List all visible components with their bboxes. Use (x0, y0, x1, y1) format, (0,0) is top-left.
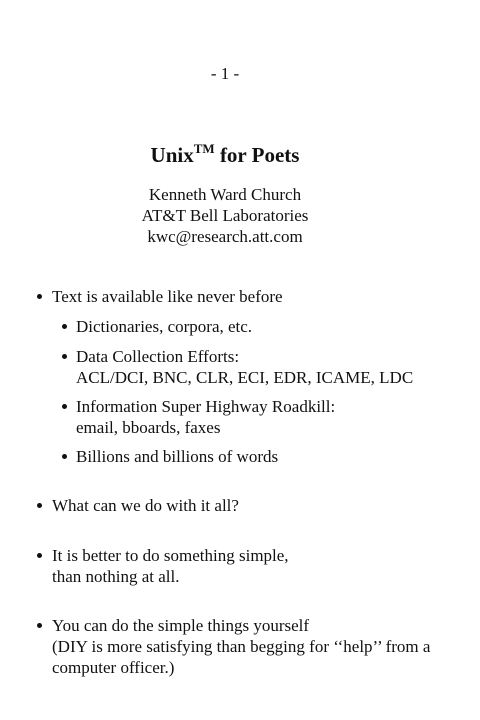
bullet-text (52, 545, 289, 587)
page-title (0, 143, 450, 168)
bullet-line: Information Super Highway Roadkill: (76, 397, 336, 416)
bullet-line: It is better to do something simple, (52, 546, 289, 565)
title-rest: for Poets (214, 143, 300, 167)
bullet-dot-icon (62, 404, 67, 409)
bullet-dot-icon (62, 324, 67, 329)
bullet-text: What can we do with it all? (52, 496, 239, 515)
bullet-line: ACL/DCI, BNC, CLR, ECI, EDR, ICAME, LDC (76, 368, 414, 387)
page-number: - 1 - (210, 64, 240, 83)
author-name: Kenneth Ward Church (148, 185, 302, 204)
bullet-dot-icon (62, 454, 67, 459)
bullet-line: email, bboards, faxes (76, 418, 221, 437)
bullet-text: Billions and billions of words (76, 447, 279, 466)
bullet-text (76, 346, 413, 388)
bullet-line: computer officer.) (52, 658, 175, 677)
bullet-dot-icon (37, 623, 42, 628)
bullet-text: Text is available like never before (52, 287, 283, 306)
bullet-dot-icon (37, 553, 42, 558)
bullet-dot-icon (37, 294, 42, 299)
trademark-mark: TM (193, 141, 215, 156)
bullet-dot-icon (37, 503, 42, 508)
bullet-line: Data Collection Efforts: (76, 347, 240, 366)
bullet-line: You can do the simple things yourself (52, 616, 310, 635)
author-block (0, 184, 450, 247)
bullet-dot-icon (62, 354, 67, 359)
bullet-text (76, 396, 335, 438)
bullet-text (52, 615, 430, 678)
title-main: Unix (150, 143, 194, 167)
author-email: kwc@research.att.com (147, 227, 303, 246)
bullet-line: than nothing at all. (52, 567, 180, 586)
bullet-line: (DIY is more satisfying than begging for ‘‘help’’ from a (52, 637, 431, 656)
bullet-text: Dictionaries, corpora, etc. (76, 317, 253, 336)
author-organization: AT&T Bell Laboratories (141, 206, 309, 225)
